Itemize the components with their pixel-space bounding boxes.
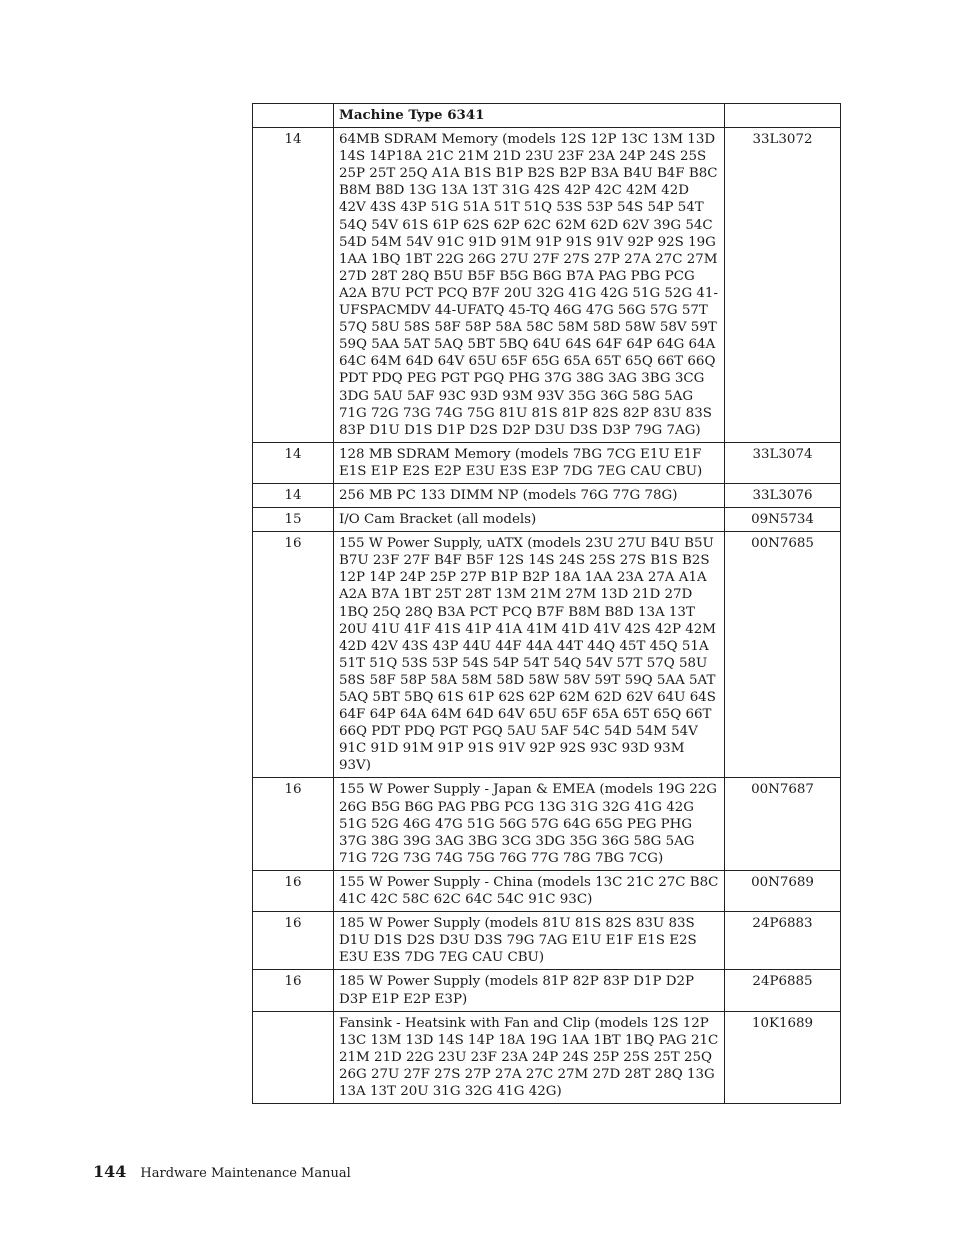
row-description: 155 W Power Supply - China (models 13C 21C 27C B8C 41C 42C 58C 62C 64C 54C 91C 93C): [334, 870, 725, 911]
table-row: [253, 912, 841, 970]
table-row: [253, 128, 841, 443]
page-footer: [93, 1162, 351, 1181]
row-fru-number: 09N5734: [725, 508, 841, 532]
row-index: 14: [253, 128, 334, 443]
table-row: [253, 442, 841, 483]
table-row: [253, 483, 841, 507]
row-description: 64MB SDRAM Memory (models 12S 12P 13C 13M 13D 14S 14P18A 21C 21M 21D 23U 23F 23A 24P 24S 25S 25P 25T 25Q A1A B1S B1P B2S B2P B3A B4U B4F B8C B8M B8D 13G 13A 13T 31G 42S 42P 42C 42M 42D 42V 43S 43P 51G 51A 51T 51Q 53S 53P 54S 54P 54T 54Q 54V 61S 61P 62S 62P 62C 62M 62D 62V 39G 54C 54D 54M 54V 91C 91D 91M 91P 91S 91V 92P 92S 19G 1AA 1BQ 1BT 22G 26G 27U 27F 27S 27P 27A 27C 27M 27D 28T 28Q B5U B5F B5G B6G B7A PAG PBG PCG A2A B7U PCT PCQ B7F 20U 32G 41G 42G 51G 52G 41-UFSPACMDV 44-UFATQ 45-TQ 46G 47G 56G 57G 57T 57Q 58U 58S 58F 58P 58A 58C 58M 58D 58W 58V 59T 59Q 5AA 5AT 5AQ 5BT 5BQ 64U 64S 64F 64P 64G 64A 64C 64M 64D 64V 65U 65F 65G 65A 65T 65Q 66T 66Q PDT PDQ PEG PGT PGQ PHG 37G 38G 3AG 3BG 3CG 3DG 5AU 5AF 93C 93D 93M 93V 35G 36G 58G 5AG 71G 72G 73G 74G 75G 81U 81S 81P 82S 82P 83U 83S 83P D1U D1S D1P D2S D2P D3U D3S D3P 79G 7AG): [334, 128, 725, 443]
row-description: 155 W Power Supply - Japan & EMEA (models 19G 22G 26G B5G B6G PAG PBG PCG 13G 31G 32G 41G 42G 51G 52G 46G 47G 51G 56G 57G 64G 65G PEG PHG 37G 38G 39G 3AG 3BG 3CG 3DG 35G 36G 58G 5AG 71G 72G 73G 74G 75G 76G 77G 78G 7BG 7CG): [334, 778, 725, 870]
row-fru-number: 33L3072: [725, 128, 841, 443]
row-description: 155 W Power Supply, uATX (models 23U 27U B4U B5U B7U 23F 27F B4F B5F 12S 14S 24S 25S 27S B1S B2S 12P 14P 24P 25P 27P B1P B2P 18A 1AA 23A 27A A1A A2A B7A 1BT 25T 28T 13M 21M 27M 13D 21D 27D 1BQ 25Q 28Q B3A PCT PCQ B7F B8M B8D 13A 13T 20U 41U 41F 41S 41P 41A 41M 41D 41V 42S 42P 42M 42D 42V 43S 43P 44U 44F 44A 44T 44Q 45T 45Q 51A 51T 51Q 53S 53P 54S 54P 54T 54Q 54V 57T 57Q 58U 58S 58F 58P 58A 58M 58D 58W 58V 59T 59Q 5AA 5AT 5AQ 5BT 5BQ 61S 61P 62S 62P 62M 62D 62V 64U 64S 64F 64P 64A 64M 64D 64V 65U 65F 65A 65T 65Q 66T 66Q PDT PDQ PGT PGQ 5AU 5AF 54C 54D 54M 54V 91C 91D 91M 91P 91S 91V 92P 92S 93C 93D 93M 93V): [334, 532, 725, 778]
row-index: 16: [253, 912, 334, 970]
header-index-cell: [253, 104, 334, 128]
page-number: 144: [93, 1162, 127, 1181]
table-row: [253, 870, 841, 911]
row-description: Fansink - Heatsink with Fan and Clip (models 12S 12P 13C 13M 13D 14S 14P 18A 19G 1AA 1BT 1BQ PAG 21C 21M 21D 22G 23U 23F 23A 24P 24S 25P 25S 25T 25Q 26G 27U 27F 27S 27P 27A 27C 27M 27D 28T 28Q 13G 13A 13T 20U 31G 32G 41G 42G): [334, 1011, 725, 1103]
parts-table: [252, 103, 841, 1104]
table-row: [253, 508, 841, 532]
row-index: 16: [253, 870, 334, 911]
row-index: 14: [253, 483, 334, 507]
row-index: 14: [253, 442, 334, 483]
row-description: 185 W Power Supply (models 81U 81S 82S 83U 83S D1U D1S D2S D3U D3S 79G 7AG E1U E1F E1S E2S E3U E3S 7DG 7EG CAU CBU): [334, 912, 725, 970]
row-index: 16: [253, 778, 334, 870]
header-machine-type: Machine Type 6341: [334, 104, 725, 128]
table-row: [253, 970, 841, 1011]
manual-title: Hardware Maintenance Manual: [140, 1166, 351, 1181]
row-fru-number: 00N7687: [725, 778, 841, 870]
table-row: [253, 778, 841, 870]
row-index: 15: [253, 508, 334, 532]
table-row: [253, 532, 841, 778]
table-row: [253, 1011, 841, 1103]
row-index: [253, 1011, 334, 1103]
row-description: 185 W Power Supply (models 81P 82P 83P D1P D2P D3P E1P E2P E3P): [334, 970, 725, 1011]
row-index: 16: [253, 970, 334, 1011]
row-index: 16: [253, 532, 334, 778]
table-header-row: [253, 104, 841, 128]
row-fru-number: 10K1689: [725, 1011, 841, 1103]
row-fru-number: 24P6883: [725, 912, 841, 970]
row-fru-number: 24P6885: [725, 970, 841, 1011]
row-fru-number: 00N7689: [725, 870, 841, 911]
row-fru-number: 33L3076: [725, 483, 841, 507]
row-description: 256 MB PC 133 DIMM NP (models 76G 77G 78G): [334, 483, 725, 507]
row-description: I/O Cam Bracket (all models): [334, 508, 725, 532]
row-description: 128 MB SDRAM Memory (models 7BG 7CG E1U E1F E1S E1P E2S E2P E3U E3S E3P 7DG 7EG CAU CBU): [334, 442, 725, 483]
header-fru-cell: [725, 104, 841, 128]
row-fru-number: 00N7685: [725, 532, 841, 778]
row-fru-number: 33L3074: [725, 442, 841, 483]
